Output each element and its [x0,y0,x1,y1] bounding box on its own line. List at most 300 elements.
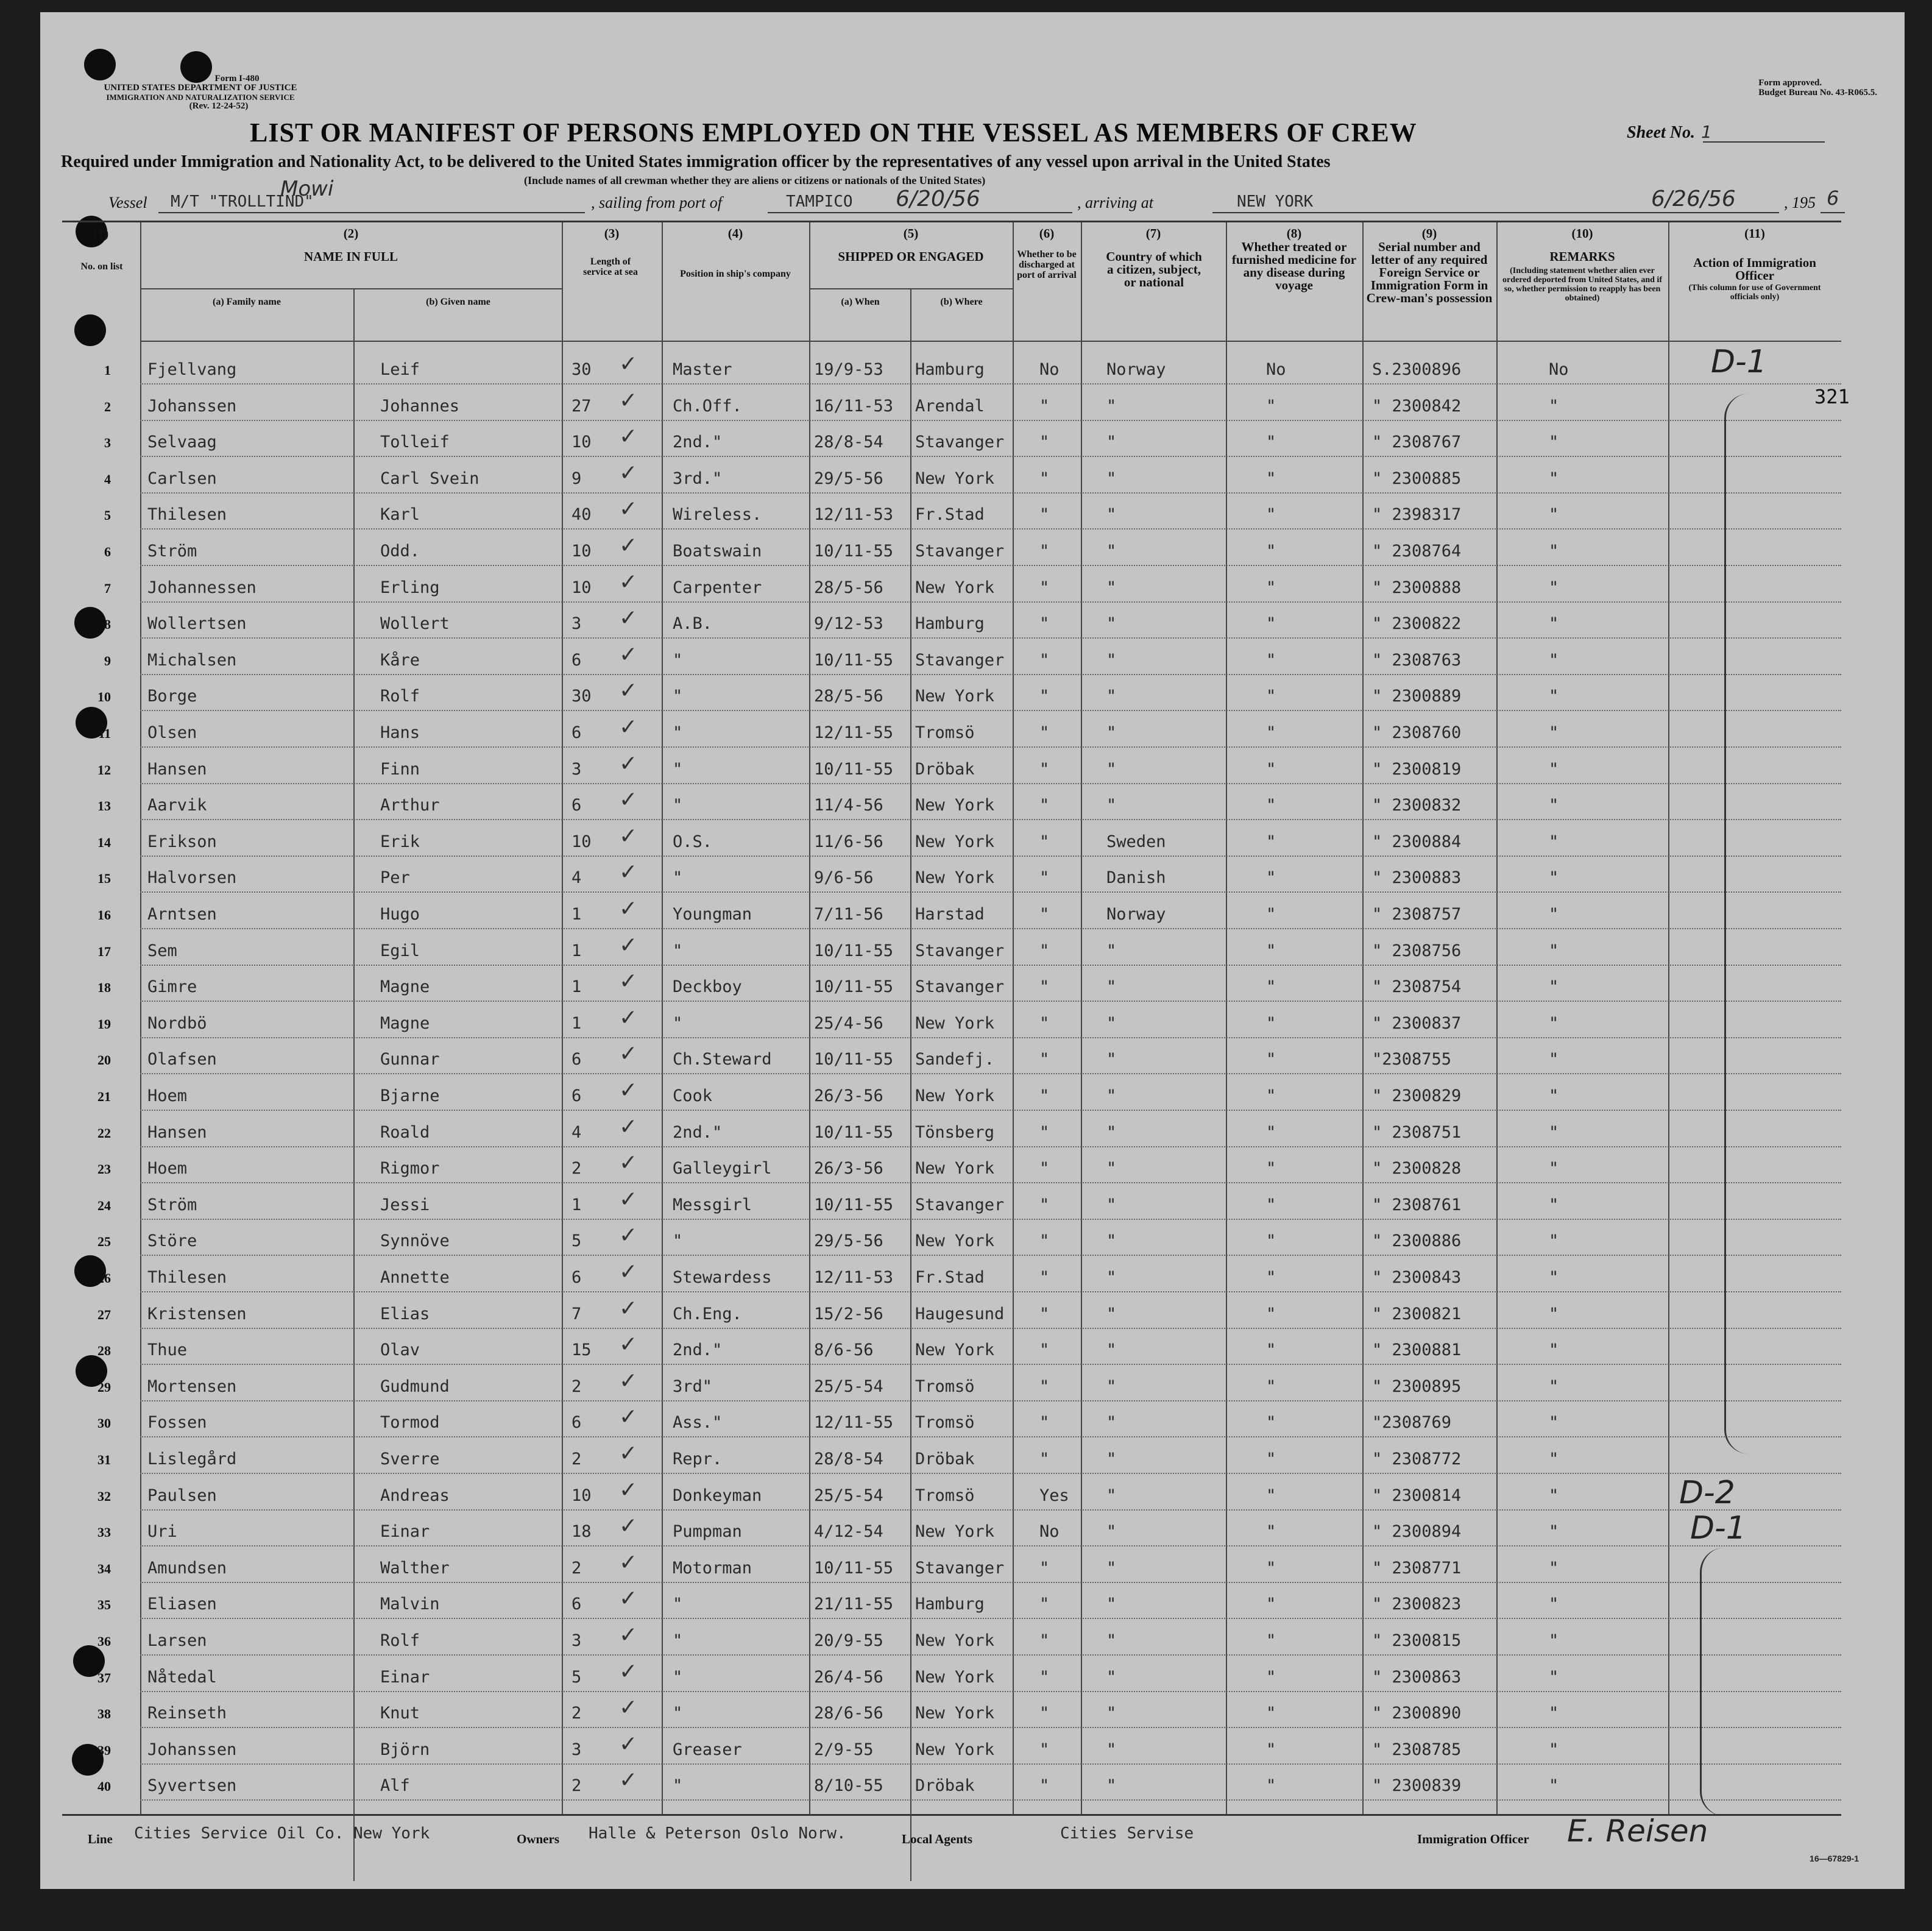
given-name: Rolf [380,1631,420,1650]
row-rule [140,1799,1841,1801]
country: " [1106,505,1117,525]
given-name: Erling [380,578,440,597]
given-name: Magne [380,1013,430,1033]
serial-number: " 2308751 [1372,1122,1462,1142]
check-mark: ✓ [619,1586,638,1612]
row-number: 17 [97,943,111,959]
serial-number: " 2300842 [1372,396,1462,416]
service-length: 1 [571,1195,582,1214]
row-rule [140,1291,1841,1292]
check-mark: ✓ [619,533,638,558]
family-name: Reinseth [147,1704,227,1723]
shipped-where: New York [915,1740,995,1759]
serial-number: " 2300832 [1372,796,1462,815]
row-rule [140,1763,1841,1765]
arrival-underline [1212,212,1779,213]
shipped-when: 28/8-54 [814,433,883,452]
row-rule [140,1182,1841,1183]
position: Youngman [673,905,752,924]
check-mark: ✓ [619,1623,638,1648]
discharge: " [1039,796,1050,815]
position: " [673,1704,683,1723]
service-length: 30 [571,360,592,379]
given-name: Rolf [380,687,420,706]
check-mark: ✓ [619,1731,638,1757]
family-name: Hoem [147,1159,188,1178]
country: " [1106,796,1117,815]
family-name: Olsen [147,723,197,742]
position: Pumpman [673,1522,742,1542]
given-name: Gudmund [380,1377,450,1396]
remarks: " [1549,1413,1559,1433]
row-number: 34 [97,1561,111,1576]
row-number: 12 [97,762,111,778]
family-name: Gimre [147,977,197,997]
remarks: No [1549,360,1569,379]
row-rule [140,456,1841,457]
family-name: Thilesen [147,505,227,525]
row-rule [140,420,1841,421]
service-length: 6 [571,1413,582,1433]
family-name: Thue [147,1341,188,1360]
medicine: " [1266,1667,1276,1687]
position: Cook [673,1086,713,1105]
family-name: Ström [147,1195,197,1214]
medicine: " [1266,687,1276,706]
medicine: " [1266,650,1276,670]
remarks: " [1549,396,1559,416]
shipped-when: 15/2-56 [814,1304,883,1323]
row-rule [140,1691,1841,1692]
col-divider [1081,222,1082,1814]
service-length: 27 [571,396,592,416]
row-number: 18 [97,980,111,996]
family-name: Sem [147,941,177,960]
position: Ch.Off. [673,396,742,416]
medicine: " [1266,1740,1276,1759]
row-number: 35 [97,1597,111,1613]
row-number: 14 [97,834,111,850]
service-length: 1 [571,1013,582,1033]
col10-note: (Including statement whether alien ever ordered deported from United States, and if so, whether permission to reapply has been obtained) [1502,266,1662,303]
vessel-label: Vessel [108,194,147,211]
row-number: 21 [97,1089,111,1104]
position: A.B. [673,614,713,634]
remarks: " [1549,578,1559,597]
service-length: 6 [571,1086,582,1105]
check-mark: ✓ [619,1368,638,1394]
given-name: Andreas [380,1486,450,1505]
country: " [1106,1740,1117,1759]
given-name: Magne [380,977,430,997]
service-length: 4 [571,1122,582,1142]
shipped-when: 11/4-56 [814,796,883,815]
check-mark: ✓ [619,1150,638,1176]
row-rule [140,1328,1841,1329]
medicine: " [1266,505,1276,525]
col2-header: NAME IN FULL [303,249,398,264]
remarks: " [1549,1776,1559,1796]
row-number: 37 [97,1670,111,1685]
country: " [1106,1013,1117,1033]
row-number: 15 [97,871,111,887]
given-name: Erik [380,832,420,851]
position: " [673,941,683,960]
shipped-when: 10/11-55 [814,650,894,670]
medicine: " [1266,1450,1276,1469]
discharge: " [1039,1595,1050,1614]
serial-number: " 2300883 [1372,868,1462,888]
shipped-when: 10/11-55 [814,977,894,997]
service-length: 10 [571,542,592,561]
check-mark: ✓ [619,497,638,522]
discharge: " [1039,1122,1050,1142]
vessel-underline [158,212,585,213]
check-mark: ✓ [619,751,638,776]
remarks: " [1549,469,1559,488]
given-name: Karl [380,505,420,525]
position: Deckboy [673,977,742,997]
row-number: 36 [97,1634,111,1649]
discharge: " [1039,1740,1050,1759]
discharge: " [1039,1667,1050,1687]
position: " [673,796,683,815]
arrival-date: 6/26/56 [1651,186,1736,211]
action-bracket-upper [1724,394,1750,1454]
position: Master [673,360,732,379]
row-rule [140,1473,1841,1474]
given-name: Odd. [380,542,420,561]
shipped-when: 10/11-55 [814,542,894,561]
check-mark: ✓ [619,1223,638,1249]
check-mark: ✓ [619,388,638,413]
remarks: " [1549,1631,1559,1650]
shipped-where: Dröbak [915,1776,975,1796]
service-length: 6 [571,723,582,742]
serial-number: " 2300819 [1372,759,1462,779]
family-name: Michalsen [147,650,237,670]
col-divider [140,222,141,1814]
country: " [1106,1050,1117,1069]
medicine: " [1266,396,1276,416]
shipped-when: 2/9-55 [814,1740,874,1759]
row-number: 29 [97,1379,111,1395]
row-number: 16 [97,907,111,923]
discharge: " [1039,469,1050,488]
check-mark: ✓ [619,678,638,704]
serial-number: " 2308754 [1372,977,1462,997]
position: " [673,723,683,742]
form-approved-text: Form approved. [1758,78,1822,88]
remarks: " [1549,1522,1559,1542]
shipped-when: 29/5-56 [814,1231,883,1251]
discharge: " [1039,1776,1050,1796]
discharge: " [1039,941,1050,960]
row-number: 28 [97,1343,111,1359]
position: " [673,1667,683,1687]
medicine: " [1266,977,1276,997]
shipped-where: Haugesund [915,1304,1005,1323]
country: " [1106,1704,1117,1723]
header-subline [140,288,562,289]
shipped-when: 12/11-55 [814,1413,894,1433]
check-mark: ✓ [619,569,638,595]
remarks: " [1549,832,1559,851]
shipped-where: Dröbak [915,1450,975,1469]
col2b-header: (b) Given name [426,297,490,307]
given-name: Finn [380,759,420,779]
discharge: Yes [1039,1486,1069,1505]
row-number: 5 [104,508,111,523]
shipped-when: 10/11-55 [814,941,894,960]
medicine: " [1266,1195,1276,1214]
given-name: Walther [380,1558,450,1578]
shipped-when: 26/3-56 [814,1086,883,1105]
service-length: 9 [571,469,582,488]
medicine: " [1266,1776,1276,1796]
row-rule [140,1110,1841,1111]
remarks: " [1549,1231,1559,1251]
given-name: Hugo [380,905,420,924]
row-number: 7 [104,580,111,596]
medicine: " [1266,868,1276,888]
service-length: 3 [571,1631,582,1650]
row-number: 9 [104,653,111,668]
serial-number: " 2300895 [1372,1377,1462,1396]
col6-header: Whether to be discharged at port of arrival [1017,249,1077,280]
check-mark: ✓ [619,1114,638,1139]
shipped-where: Dröbak [915,759,975,779]
given-name: Wollert [380,614,450,634]
service-length: 5 [571,1231,582,1251]
discharge: " [1039,977,1050,997]
shipped-where: New York [915,1631,995,1650]
position: " [673,1776,683,1796]
row-rule [140,1037,1841,1038]
medicine: " [1266,542,1276,561]
country: " [1106,469,1117,488]
given-name: Einar [380,1522,430,1542]
given-name: Gunnar [380,1050,440,1069]
sheet-underline [1703,141,1825,143]
row-number: 10 [97,689,111,705]
service-length: 6 [571,796,582,815]
sailing-port: TAMPICO [786,193,853,211]
country: " [1106,396,1117,416]
given-name: Hans [380,723,420,742]
shipped-where: Harstad [915,905,985,924]
row-number: 25 [97,1234,111,1250]
shipped-when: 28/6-56 [814,1704,883,1723]
position: 2nd." [673,1341,723,1360]
position: Ass." [673,1413,723,1433]
remarks: " [1549,1013,1559,1033]
country: " [1106,1341,1117,1360]
medicine: " [1266,1268,1276,1287]
serial-number: " 2300828 [1372,1159,1462,1178]
discharge: " [1039,505,1050,525]
header-subline [809,288,1013,289]
medicine: " [1266,1013,1276,1033]
shipped-when: 8/10-55 [814,1776,883,1796]
shipped-where: New York [915,687,995,706]
serial-number: " 2308785 [1372,1740,1462,1759]
given-name: Roald [380,1122,430,1142]
row-number: 4 [104,471,111,487]
remarks: " [1549,1341,1559,1360]
position: 3rd" [673,1377,713,1396]
row-number: 30 [97,1415,111,1431]
shipped-when: 10/11-55 [814,1195,894,1214]
service-length: 10 [571,1486,592,1505]
col9-header: Serial number and letter of any required Foreign Service or Immigration Form in Crew-man's possession [1366,239,1493,305]
service-length: 15 [571,1341,592,1360]
shipped-when: 25/5-54 [814,1377,883,1396]
col3-number: (3) [604,226,620,241]
check-mark: ✓ [619,896,638,921]
discharge: " [1039,1631,1050,1650]
remarks: " [1549,1377,1559,1396]
remarks: " [1549,542,1559,561]
serial-number: "2308755 [1372,1050,1452,1069]
serial-number: " 2300889 [1372,687,1462,706]
col3-header: Length of service at sea [583,257,638,277]
shipped-when: 12/11-53 [814,1268,894,1287]
remarks: " [1549,1558,1559,1578]
service-length: 10 [571,832,592,851]
check-mark: ✓ [619,787,638,813]
row-rule [140,601,1841,603]
family-name: Fjellvang [147,360,237,379]
row-number: 2 [104,399,111,414]
family-name: Lislegård [147,1450,237,1469]
col10-number: (10) [1571,226,1593,241]
family-name: Nordbö [147,1013,207,1033]
check-mark: ✓ [619,1260,638,1284]
family-name: Olafsen [147,1050,217,1069]
remarks: " [1549,1740,1559,1759]
service-length: 10 [571,578,592,597]
row-number: 1 [104,363,111,378]
family-name: Eliasen [147,1595,217,1614]
serial-number: " 2308763 [1372,650,1462,670]
owners-value: Halle & Peterson Oslo Norw. [589,1824,846,1843]
col4-number: (4) [727,226,743,241]
shipped-where: Stavanger [915,977,1005,997]
discharge: " [1039,1013,1050,1033]
country: " [1106,1558,1117,1578]
row-number: 40 [97,1779,111,1795]
remarks: " [1549,868,1559,888]
country: " [1106,1486,1117,1505]
medicine: " [1266,796,1276,815]
margin-number: 321 [1814,385,1850,408]
given-name: Bjarne [380,1086,440,1105]
port-underline [768,212,1072,213]
shipped-where: Tromsö [915,723,975,742]
row-rule [140,928,1841,929]
country: " [1106,542,1117,561]
medicine: " [1266,614,1276,634]
row-number: 19 [97,1016,111,1032]
medicine: " [1266,1050,1276,1069]
family-name: Erikson [147,832,217,851]
serial-number: " 2308760 [1372,723,1462,742]
serial-number: " 2398317 [1372,505,1462,525]
serial-number: " 2300881 [1372,1341,1462,1360]
remarks: " [1549,977,1559,997]
sheet-label: Sheet No. [1627,123,1695,142]
country: " [1106,1776,1117,1796]
shipped-where: Stavanger [915,542,1005,561]
shipped-where: New York [915,832,995,851]
col1-header: No. on list [80,261,123,272]
shipped-where: Tromsö [915,1413,975,1433]
given-name: Tormod [380,1413,440,1433]
position: " [673,759,683,779]
shipped-when: 11/6-56 [814,832,883,851]
year-underline [1821,212,1845,213]
service-length: 3 [571,759,582,779]
position: Boatswain [673,542,762,561]
given-name: Elias [380,1304,430,1323]
shipped-where: Stavanger [915,1195,1005,1214]
line-label: Line [88,1832,113,1846]
given-name: Björn [380,1740,430,1759]
col11-number: (11) [1744,226,1765,241]
row-number: 27 [97,1306,111,1322]
medicine: " [1266,1413,1276,1433]
year-prefix: , 195 [1784,194,1816,211]
remarks: " [1549,1450,1559,1469]
country: " [1106,650,1117,670]
shipped-where: New York [915,796,995,815]
shipped-where: Hamburg [915,1595,985,1614]
col2-number: (2) [343,226,359,241]
shipped-where: Stavanger [915,1558,1005,1578]
country: " [1106,1377,1117,1396]
header-bottom-line [140,341,1841,342]
position: " [673,1013,683,1033]
check-mark: ✓ [619,1041,638,1067]
serial-number: " 2300814 [1372,1486,1462,1505]
position: Greaser [673,1740,742,1759]
position: " [673,1631,683,1650]
given-name: Jessi [380,1195,430,1214]
shipped-when: 12/11-53 [814,505,894,525]
remarks: " [1549,1304,1559,1323]
family-name: Aarvik [147,796,207,815]
row-number: 6 [104,544,111,559]
remarks: " [1549,1086,1559,1105]
row-rule [140,674,1841,675]
officer-label: Immigration Officer [1417,1832,1529,1846]
country: " [1106,614,1117,634]
row-number: 33 [97,1525,111,1540]
medicine: " [1266,1122,1276,1142]
service-length: 7 [571,1304,582,1323]
discharge: " [1039,1086,1050,1105]
family-name: Johanssen [147,1740,237,1759]
family-name: Uri [147,1522,177,1542]
shipped-where: Hamburg [915,360,985,379]
country: " [1106,1304,1117,1323]
serial-number: " 2308771 [1372,1558,1462,1578]
department-name: UNITED STATES DEPARTMENT OF JUSTICE [104,83,297,93]
check-mark: ✓ [619,352,638,377]
shipped-where: New York [915,1231,995,1251]
given-name: Alf [380,1776,410,1796]
